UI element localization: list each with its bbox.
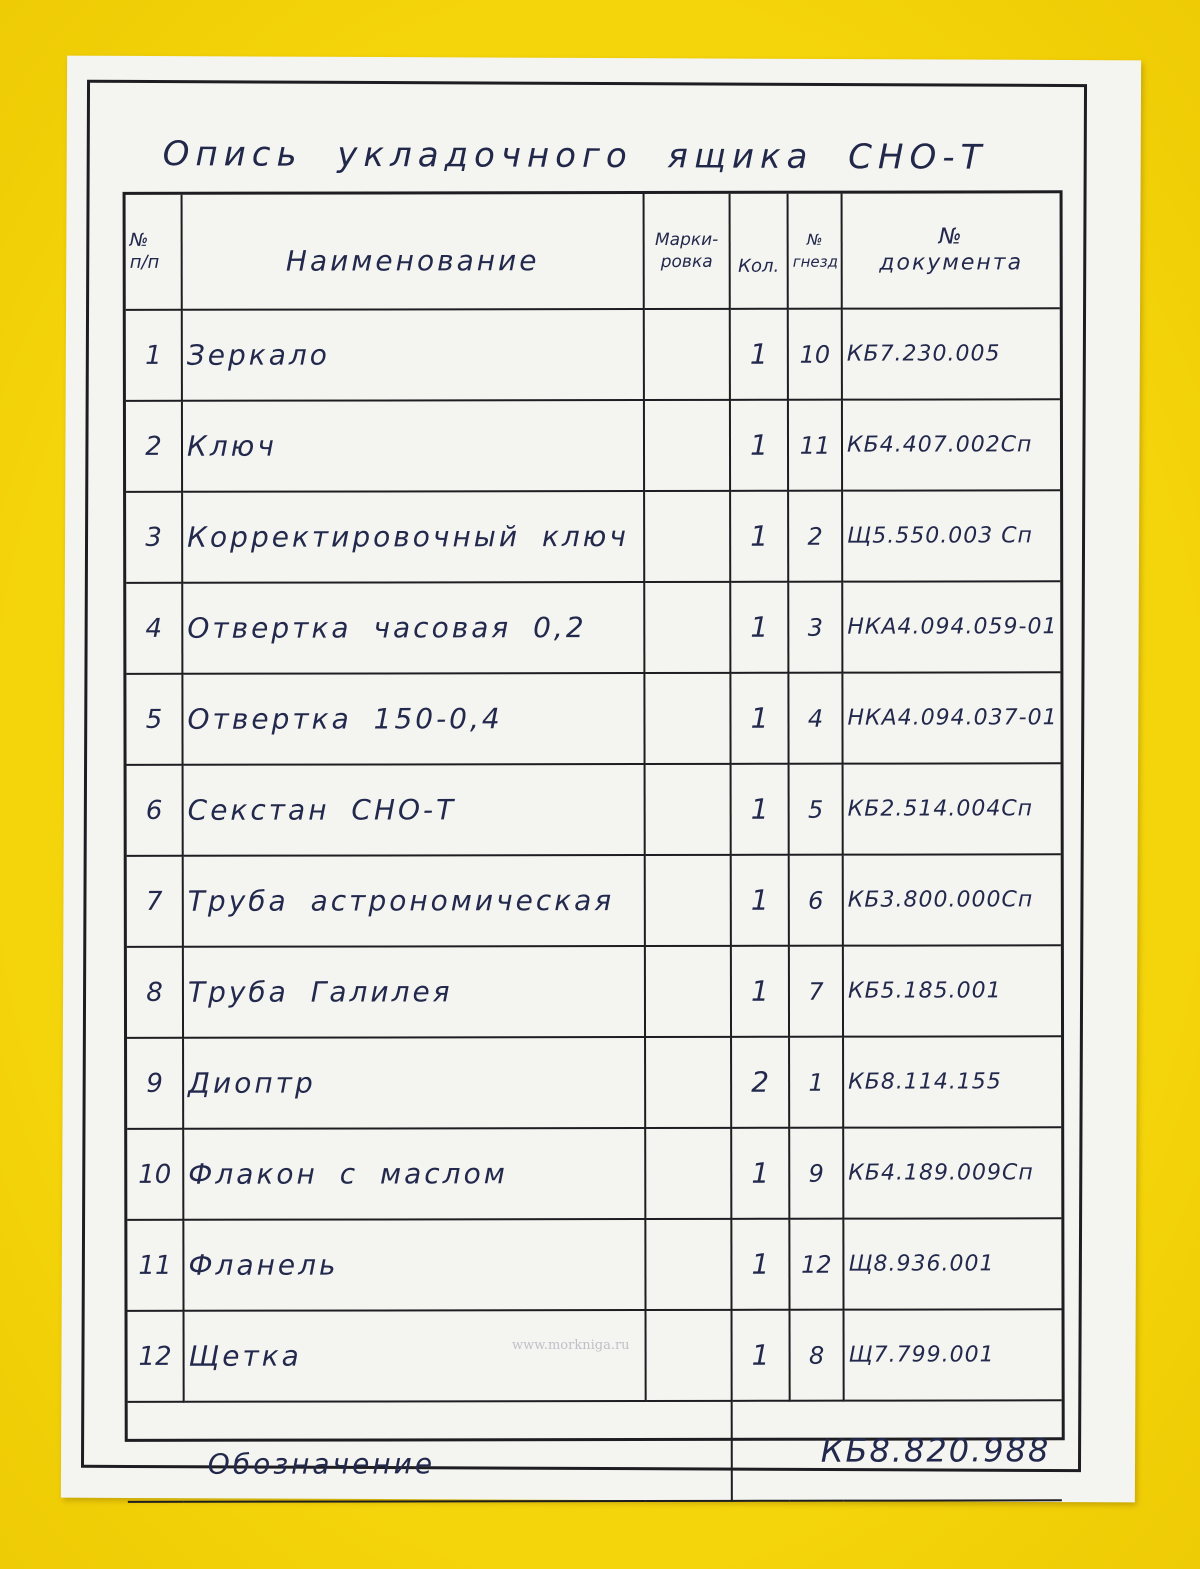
item-slot: 3	[788, 582, 842, 673]
item-marking	[645, 855, 731, 946]
col-header-marking-line1: Марки-	[654, 229, 719, 250]
table-row	[127, 854, 1061, 947]
row-number: 4	[126, 583, 182, 674]
table-row	[127, 1036, 1061, 1129]
item-name: Труба Галилея	[183, 946, 645, 1038]
item-marking	[644, 309, 730, 400]
designation-row	[128, 1400, 1062, 1502]
item-marking	[644, 673, 730, 764]
designation-label: Обозначение	[128, 1401, 732, 1502]
item-document: КБ2.514.004Сп	[843, 763, 1061, 854]
item-slot: 2	[788, 491, 842, 582]
item-name: Зеркало	[182, 309, 644, 401]
item-slot: 6	[789, 855, 843, 946]
item-document: НКА4.094.059-01	[842, 581, 1060, 672]
row-number: 5	[126, 674, 182, 765]
col-header-document-line2: документа	[879, 250, 1024, 276]
col-header-document	[842, 193, 1060, 308]
inventory-card	[61, 56, 1141, 1503]
item-quantity: 1	[731, 1128, 789, 1219]
table-row	[126, 672, 1060, 765]
row-number: 1	[126, 310, 182, 401]
item-document: КБ4.407.002Сп	[842, 399, 1060, 490]
col-header-marking-line2: ровка	[660, 251, 713, 272]
item-document: КБ4.189.009Сп	[843, 1127, 1061, 1218]
item-marking	[644, 400, 730, 491]
inventory-table	[126, 193, 1062, 1503]
row-number: 10	[127, 1129, 183, 1220]
item-slot: 5	[789, 764, 843, 855]
col-header-number	[126, 195, 182, 310]
table-row	[127, 1218, 1061, 1311]
item-marking	[645, 1037, 731, 1128]
item-slot: 8	[790, 1310, 844, 1401]
row-number: 11	[127, 1220, 183, 1311]
table-row	[127, 945, 1061, 1038]
row-number: 12	[128, 1311, 184, 1402]
item-name: Флакон с маслом	[183, 1128, 645, 1220]
item-quantity: 2	[731, 1037, 789, 1128]
item-slot: 1	[789, 1037, 843, 1128]
item-document: КБ3.800.000Сп	[843, 854, 1061, 945]
item-marking	[645, 764, 731, 855]
item-name: Диоптр	[183, 1037, 645, 1129]
row-number: 8	[127, 947, 183, 1038]
table-row	[126, 490, 1060, 583]
item-name: Щетка	[184, 1310, 646, 1402]
item-name: Фланель	[183, 1219, 645, 1311]
item-marking	[644, 582, 730, 673]
item-marking	[645, 1128, 731, 1219]
item-slot: 7	[789, 946, 843, 1037]
row-number: 7	[127, 856, 183, 947]
item-marking	[645, 1219, 731, 1310]
item-name: Секстан СНО-Т	[183, 764, 645, 856]
row-number: 3	[126, 492, 182, 583]
col-header-slot-line1: №	[806, 230, 823, 249]
col-header-document-line1: №	[938, 224, 964, 250]
table-row	[127, 763, 1061, 856]
item-quantity: 1	[731, 764, 789, 855]
col-header-marking	[644, 194, 730, 309]
item-slot: 10	[788, 309, 842, 400]
col-header-name: Наименование	[182, 194, 644, 310]
item-quantity: 1	[730, 673, 788, 764]
item-marking	[646, 1310, 732, 1401]
item-name: Ключ	[182, 400, 644, 492]
item-quantity: 1	[730, 491, 788, 582]
table-row	[128, 1309, 1062, 1402]
table-row	[126, 308, 1060, 401]
item-name: Отвертка 150-0,4	[182, 673, 644, 765]
item-document: КБ8.114.155	[843, 1036, 1061, 1127]
item-marking	[645, 946, 731, 1037]
col-header-slot	[788, 194, 842, 309]
item-quantity: 1	[732, 1310, 790, 1401]
row-number: 9	[127, 1038, 183, 1129]
item-slot: 9	[789, 1128, 843, 1219]
item-quantity: 1	[730, 309, 788, 400]
item-document: КБ7.230.005	[842, 308, 1060, 399]
item-document: Щ7.799.001	[844, 1309, 1062, 1400]
col-header-number-line1: №	[129, 229, 149, 251]
item-document: Щ8.936.001	[843, 1218, 1061, 1309]
watermark-text: www.morkniga.ru	[512, 1338, 630, 1353]
item-quantity: 1	[731, 1219, 789, 1310]
col-header-quantity: Кол.	[730, 194, 788, 309]
designation-value: КБ8.820.988	[732, 1400, 1062, 1501]
inventory-table-frame	[123, 190, 1065, 1481]
col-header-number-line2: п/п	[129, 251, 160, 273]
item-quantity: 1	[731, 855, 789, 946]
item-marking	[644, 491, 730, 582]
item-slot: 12	[789, 1219, 843, 1310]
table-header-row	[126, 193, 1060, 310]
item-slot: 11	[788, 400, 842, 491]
col-header-slot-line2: гнезд	[792, 252, 838, 271]
table-row	[126, 399, 1060, 492]
item-name: Отвертка часовая 0,2	[182, 582, 644, 674]
row-number: 6	[127, 765, 183, 856]
item-name: Труба астрономическая	[183, 855, 645, 947]
item-slot: 4	[788, 673, 842, 764]
item-quantity: 1	[731, 946, 789, 1037]
item-name: Корректировочный ключ	[182, 491, 644, 583]
table-row	[126, 581, 1060, 674]
document-title: Опись укладочного ящика СНО-Т	[162, 134, 988, 178]
item-document: КБ5.185.001	[843, 945, 1061, 1036]
row-number: 2	[126, 401, 182, 492]
item-document: НКА4.094.037-01	[842, 672, 1060, 763]
item-document: Щ5.550.003 Сп	[842, 490, 1060, 581]
table-row	[127, 1127, 1061, 1220]
item-quantity: 1	[730, 582, 788, 673]
item-quantity: 1	[730, 400, 788, 491]
